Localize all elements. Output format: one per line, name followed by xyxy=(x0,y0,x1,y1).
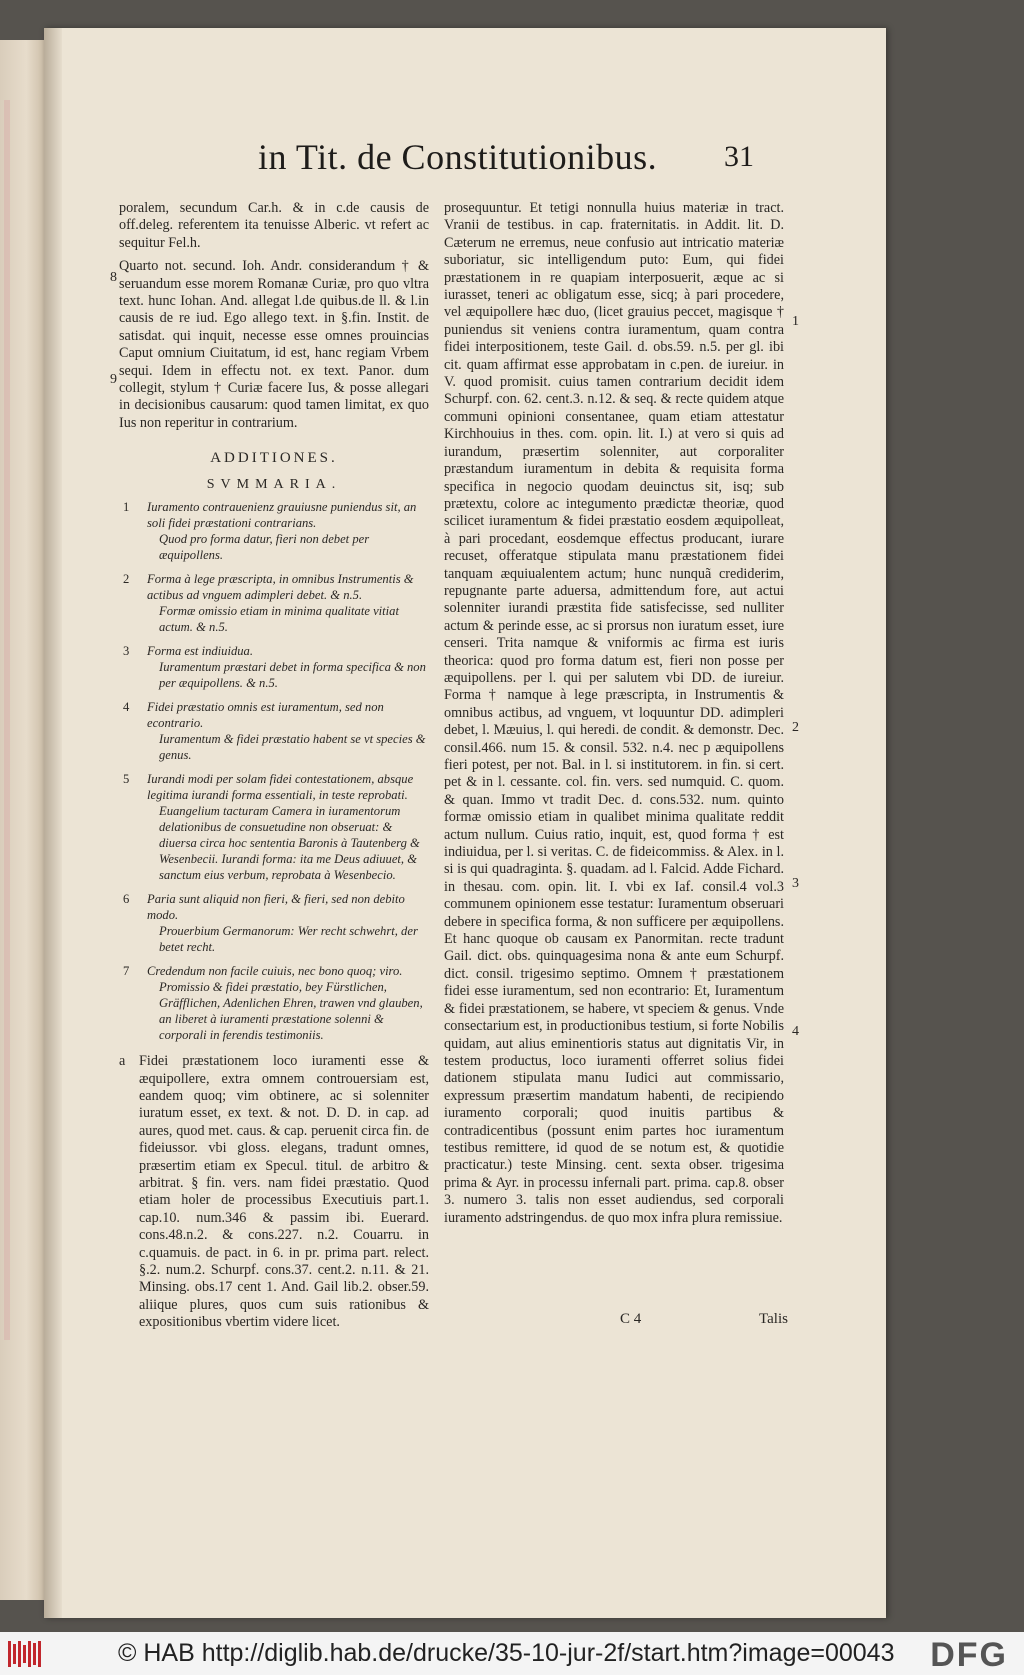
footer-bar xyxy=(0,1632,1024,1675)
dfg-logo: DFG xyxy=(930,1636,1008,1674)
summaria-text: Paria sunt aliquid non fieri, & fieri, sed non debito modo. xyxy=(147,892,405,923)
note-a-letter: a xyxy=(119,1053,126,1070)
page-gutter xyxy=(44,28,62,1618)
summaria-list xyxy=(119,499,429,1043)
catchword: Talis xyxy=(759,1311,788,1327)
summaria-number: 3 xyxy=(123,644,130,659)
summaria-item xyxy=(119,643,429,691)
summaria-text: Forma à lege præscripta, in omnibus Instrumentis & actibus ad vnguem adimpleri debet. & n.5. xyxy=(147,572,414,603)
summaria-subtext: Formæ omissio etiam in minima qualitate vitiat actum. & n.5. xyxy=(159,604,399,635)
summaria-heading: SVMMARIA. xyxy=(206,476,342,492)
margin-number: 9 xyxy=(110,372,117,387)
summaria-item xyxy=(119,699,429,763)
summaria-text: Iuramento contrauenienz grauiusne puniendus sit, an soli fidei præstationi contrarians. xyxy=(147,500,417,531)
note-a-text: Fidei præstationem loco iuramenti esse & æquipollere, extra omnem controuersiam est, eandem quoq; vim obtinere, ac si solenniter iuratum esset, ex text. & not. D. D. in cap. ad aures, quod met. caus. & cap. peruenit circa fin. de fideiussor. vbi gloss. elegans, tradunt omnes, præsertim etiam ex Specul. titul. de arbitro & arbitrat. § fin. vers. nam fidei præstatio. Quod etiam holer de processibus Executiuis part.1. cap.10. num.346 & passim ibi. Euerard. cons.48.n.2. & cons.227. n.2. Couarru. in c.quamuis. de pact. in 6. in pr. prima part. relect. §.2. num.2. Schurpf. cons.37. cent.2. n.11. & 21. Minsing. obs.17 cent 1. And. Gail lib.2. obser.59. aliique plures, quos cum suis rationibus & expositionibus vbertim videre licet. xyxy=(139,1053,429,1331)
book-page xyxy=(44,28,886,1618)
margin-number: 8 xyxy=(110,270,117,285)
summaria-subtext: Quod pro forma datur, fieri non debet per æquipollens. xyxy=(159,532,370,563)
summaria-item xyxy=(119,571,429,635)
left-paragraph: Quarto not. secund. Ioh. Andr. considerandum † & seruandum esse morem Romanæ Curiæ, pro quo vltra text. hunc Iohan. And. allegat l.de quibus.de ll. & l.in causis de re iud. Ego allego text. in §.fin. Instit. de satisdat. qui inquit, necesse esse omnes prouincias Caput omnium Ciuitatum, id est, hanc regiam Vrbem sequi. Idem in effectu not. ex text. Panor. dum collegit, stylum † Curiæ facere Ius, & posse allegari in decisionibus causarum: quod tamen limitat, ex quo Ius non reperitur in contrarium. xyxy=(119,258,429,431)
margin-number: 2 xyxy=(792,720,799,735)
previous-page-edge xyxy=(0,40,44,1600)
summaria-text: Fidei præstatio omnis est iuramentum, sed non econtrario. xyxy=(147,700,384,731)
summaria-subtext: Promissio & fidei præstatio, bey Fürstlichen, Gräfflichen, Adenlichen Ehren, trawen vnd glauben, an liberet à iuramenti præstatione solenni & corporali in ferendis testimoniis. xyxy=(159,980,423,1043)
margin-number: 4 xyxy=(792,1024,799,1039)
summaria-item xyxy=(119,499,429,563)
right-column xyxy=(444,200,784,1233)
summaria-number: 5 xyxy=(123,772,130,787)
summaria-text: Credendum non facile cuiuis, nec bono quoq; viro. xyxy=(147,964,403,979)
summaria-subtext: Iuramentum præstari debet in forma specifica & non per æquipollens. & n.5. xyxy=(159,660,426,691)
margin-number: 3 xyxy=(792,876,799,891)
summaria-item xyxy=(119,891,429,955)
summaria-subtext: Euangelium tacturam Camera in iuramentorum delationibus de consuetudine non obseruat: & diuersa circa hoc sententia Baronis à Tautenberg & Wesenbecii. Iurandi forma: ita me Deus adiuuet, & sanctum eius verbum, reprobata à Wesenbecio. xyxy=(159,804,420,883)
margin-number: 1 xyxy=(792,314,799,329)
summaria-number: 1 xyxy=(123,500,130,515)
left-column xyxy=(119,200,429,1338)
summaria-text: Forma est indiuidua. xyxy=(147,644,253,659)
summaria-number: 7 xyxy=(123,964,130,979)
additiones-heading: ADDITIONES. xyxy=(210,450,338,467)
left-paragraph: poralem, secundum Car.h. & in c.de causis de off.deleg. referentem ita tenuisse Alberic. vt refert ac sequitur Fel.h. xyxy=(119,200,429,251)
summaria-item xyxy=(119,771,429,883)
summaria-number: 6 xyxy=(123,892,130,907)
summaria-subtext: Prouerbium Germanorum: Wer recht schwehrt, der betet recht. xyxy=(159,924,418,955)
folio-number: 31 xyxy=(724,140,754,173)
summaria-number: 2 xyxy=(123,572,130,587)
summaria-item xyxy=(119,963,429,1043)
note-a xyxy=(119,1053,429,1332)
barcode-icon xyxy=(8,1641,46,1667)
copyright-url-text: © HAB http://diglib.hab.de/drucke/35-10-jur-2f/start.htm?image=00043 xyxy=(118,1639,895,1667)
signature-mark: C 4 xyxy=(620,1311,642,1327)
right-paragraph: prosequuntur. Et tetigi nonnulla huius materiæ in tract. Vranii de testibus. in cap. fraternitatis. in Addit. lit. D. Cæterum ne erremus, neue confusio aut intricatio materiæ suboriatur, sic intelligendum puto: Eum, qui fidei præstationem in re quapiam interposuerit, æque ac si iurasset, teneri ac obligatum esse, sicq; à pari procedere, vel æquipollere hæc duo, (licet grauius peccet, magisque † puniendus sit veniens contra iuramentum, quam contra fidei interpositionem, teste Gail. d. obs.59. n.5. per gl. ibi cit. quam affirmat esse approbatam in c.pen. de iureiur. in V. quod promisit. cuius tamen contrarium decidit idem Schurpf. con. 62. cent.3. n.12. & seq. & recte quidem atque communi opinioni consentanee, quam etiam attestatur Kirchhouius in thes. com. opin. lit. I.) at vero si quis ad iurandum, præsertim solenniter, aut corporaliter præstandum iuramentum in debita & requisita forma specifica in negocio quodam deuinctus sit, isq; sub prætextu, colore ac integumento prædictæ theoriæ, quod scilicet iuramentum & fidei præstatio eosdem æquipolleat, à pari procedant, eosdemque effectus producant, iurare recuset, offeratque stipulata manu præstationem fidei tanquam æquiualentem actum; hunc nunquã crediderim, repugnante parte aduersa, admittendum fore, aut actui solenniter iurandi præstita fide satisfecisse, sed nulliter actum & perinde esse, ac si prorsus non iuratum esset, iure censeri. Trita namque & vniformis ac firma est iuris theorica: quod pro forma datum est, fieri non posse per æquipollens. per l. qui per salutem vbi DD. de iureiur. Forma † namque à lege præscripta, in Instrumentis & omnibus actibus, ad vnguem, vt loquuntur DD. adimpleri debet, l. Mæuius, l. qui heredi. de condit. & demonstr. Dec. consil.466. num 15. & consil. 532. n.4. nec p æquipollens fieri potest, per not. Bal. in l. si institutorem. in fin. si cert. pet & in l. cessante. col. fin. vers. sed numquid. C. quom. & quan. Immo vt tradit Dec. d. cons.532. num. quinto formæ omissio etiam in qualibet minima qualitate reddit actum nullum. Cuius ratio, inquit, est, quod forma † est indiuidua, per l. si veritas. C. de fideicommiss. & Alex. in l. si is qui quadraginta. §. quadam. ad l. Falcid. Adde Fichard. in thesau. com. opin. lit. I. vbi ex Iaf. consil.4 vol.3 communem opinionem esse testatur: Iuramentum obseruari debere in specifica forma, & non sufficere per æquipollens. Et hanc quoque ob causam ex Panormitan. recte tradunt Gail. dict. obs. quinquagesima nona & ante eum Schurpf. dict. consil. trigesimo septimo. Omnem † præstationem fidei esse iuramentum, sed non econtrario: Et, Iuramentum & fidei præstationem, se habere, vt speciem & genus. Vnde consectarium est, in productionibus testium, si forte Nobilis quidam, aut alius eminentioris status aut dignitatis Vir, in testem productus, loco iuramenti offerret solius fidei dationem stipulata manu Iudici aut commissario, expressum præsertim mandatum habenti, de recipiendo iuramento corporali; quod inuitis partibus & contradicentibus (possunt enim partes hoc iuramentum testibus remittere, id quod de se notum est, & quotidie practicatur.) teste Minsing. cent. sexta obser. trigesima prima & Ayr. in processu infernali part. prima. cap.8. obser 3. numero 3. talis non esset audiendus, sed corporali iuramento adstringendus. de quo mox infra plura remissiue. xyxy=(444,200,784,1226)
summaria-subtext: Iuramentum & fidei præstatio habent se vt species & genus. xyxy=(159,732,426,763)
summaria-text: Iurandi modi per solam fidei contestationem, absque legitima iurandi forma essentiali, in teste reprobati. xyxy=(147,772,414,803)
summaria-number: 4 xyxy=(123,700,130,715)
running-head: in Tit. de Constitutionibus. xyxy=(258,137,658,177)
